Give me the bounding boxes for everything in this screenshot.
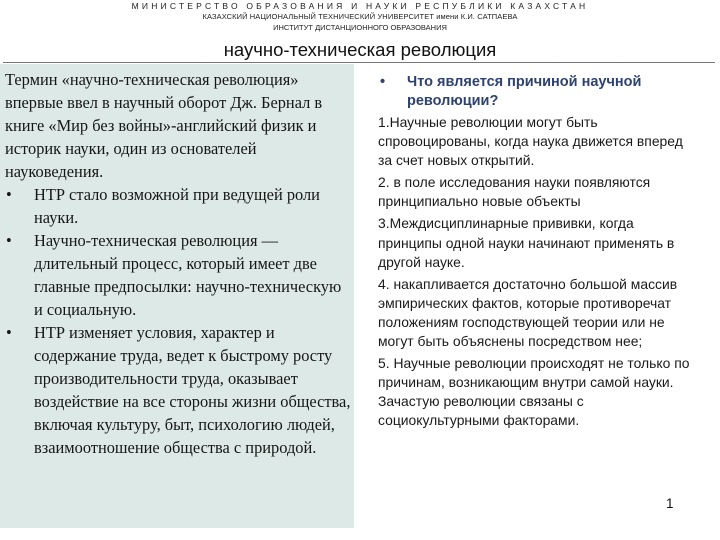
bullet-marker: • <box>380 74 386 90</box>
bullet-marker: • <box>6 323 12 342</box>
title-divider <box>3 62 715 63</box>
header-ministry: МИНИСТЕРСТВО ОБРАЗОВАНИЯ И НАУКИ РЕСПУБЛИКИ КАЗАХСТАН <box>131 1 589 11</box>
reason-item: 5. Научные революции происходят не только по причинам, возникающим внутри самой науки. Зачастую революции связаны с социокультурными факторами. <box>378 355 690 429</box>
question-text: Что является причиной научной революции? <box>407 74 642 109</box>
left-bullet-text: НТР стало возможной при ведущей роли науки. <box>34 185 320 227</box>
right-text-column <box>378 73 696 434</box>
left-bullet-item <box>5 229 351 321</box>
header-institute: ИНСТИТУТ ДИСТАНЦИОННОГО ОБРАЗОВАНИЯ <box>273 23 447 32</box>
slide-title: научно-техническая революция <box>223 39 497 60</box>
reason-item: 4. накапливается достаточно большой массив эмпирических фактов, которые противоречат положениям господствующей теории или не могут быть объяснены посредством нее; <box>378 275 678 350</box>
left-bullet-text: Научно-техническая революция — длительный процесс, который имеет две главные предпосылки: научно-техническую и социальную. <box>34 231 342 319</box>
bullet-marker: • <box>6 185 12 204</box>
left-text-block <box>5 68 351 459</box>
question-heading <box>378 73 696 111</box>
intro-paragraph: Термин «научно-техническая революция» впервые ввел в научный оборот Дж. Бернал в книге «Мир без войны»-английский физик и историк науки, один из основателей науковедения. <box>5 70 323 181</box>
page-number: 1 <box>666 496 674 511</box>
left-bullet-item <box>5 321 351 459</box>
left-bullet-text: НТР изменяет условия, характер и содержание труда, ведет к быстрому росту производительности труда, оказывает воздействие на все стороны жизни общества, включая культуру, быт, психологию людей, взаимоотношение общества с природой. <box>34 323 351 457</box>
bullet-marker: • <box>6 231 12 250</box>
left-bullet-item <box>5 183 351 229</box>
reason-item: 3.Междисциплинарные прививки, когда принципы одной науки начинают применять в другой науке. <box>378 215 675 270</box>
reason-item: 1.Научные революции могут быть спровоцированы, когда наука движется вперед за счет новых открытий. <box>378 114 683 169</box>
reason-item: 2. в поле исследования науки появляются принципиально новые объекты <box>378 174 651 210</box>
left-bullet-list <box>5 183 351 459</box>
header-university: КАЗАХСКИЙ НАЦИОНАЛЬНЫЙ ТЕХНИЧЕСКИЙ УНИВЕРСИТЕТ имени К.И. САТПАЕВА <box>202 12 518 21</box>
left-text-panel <box>0 64 354 528</box>
